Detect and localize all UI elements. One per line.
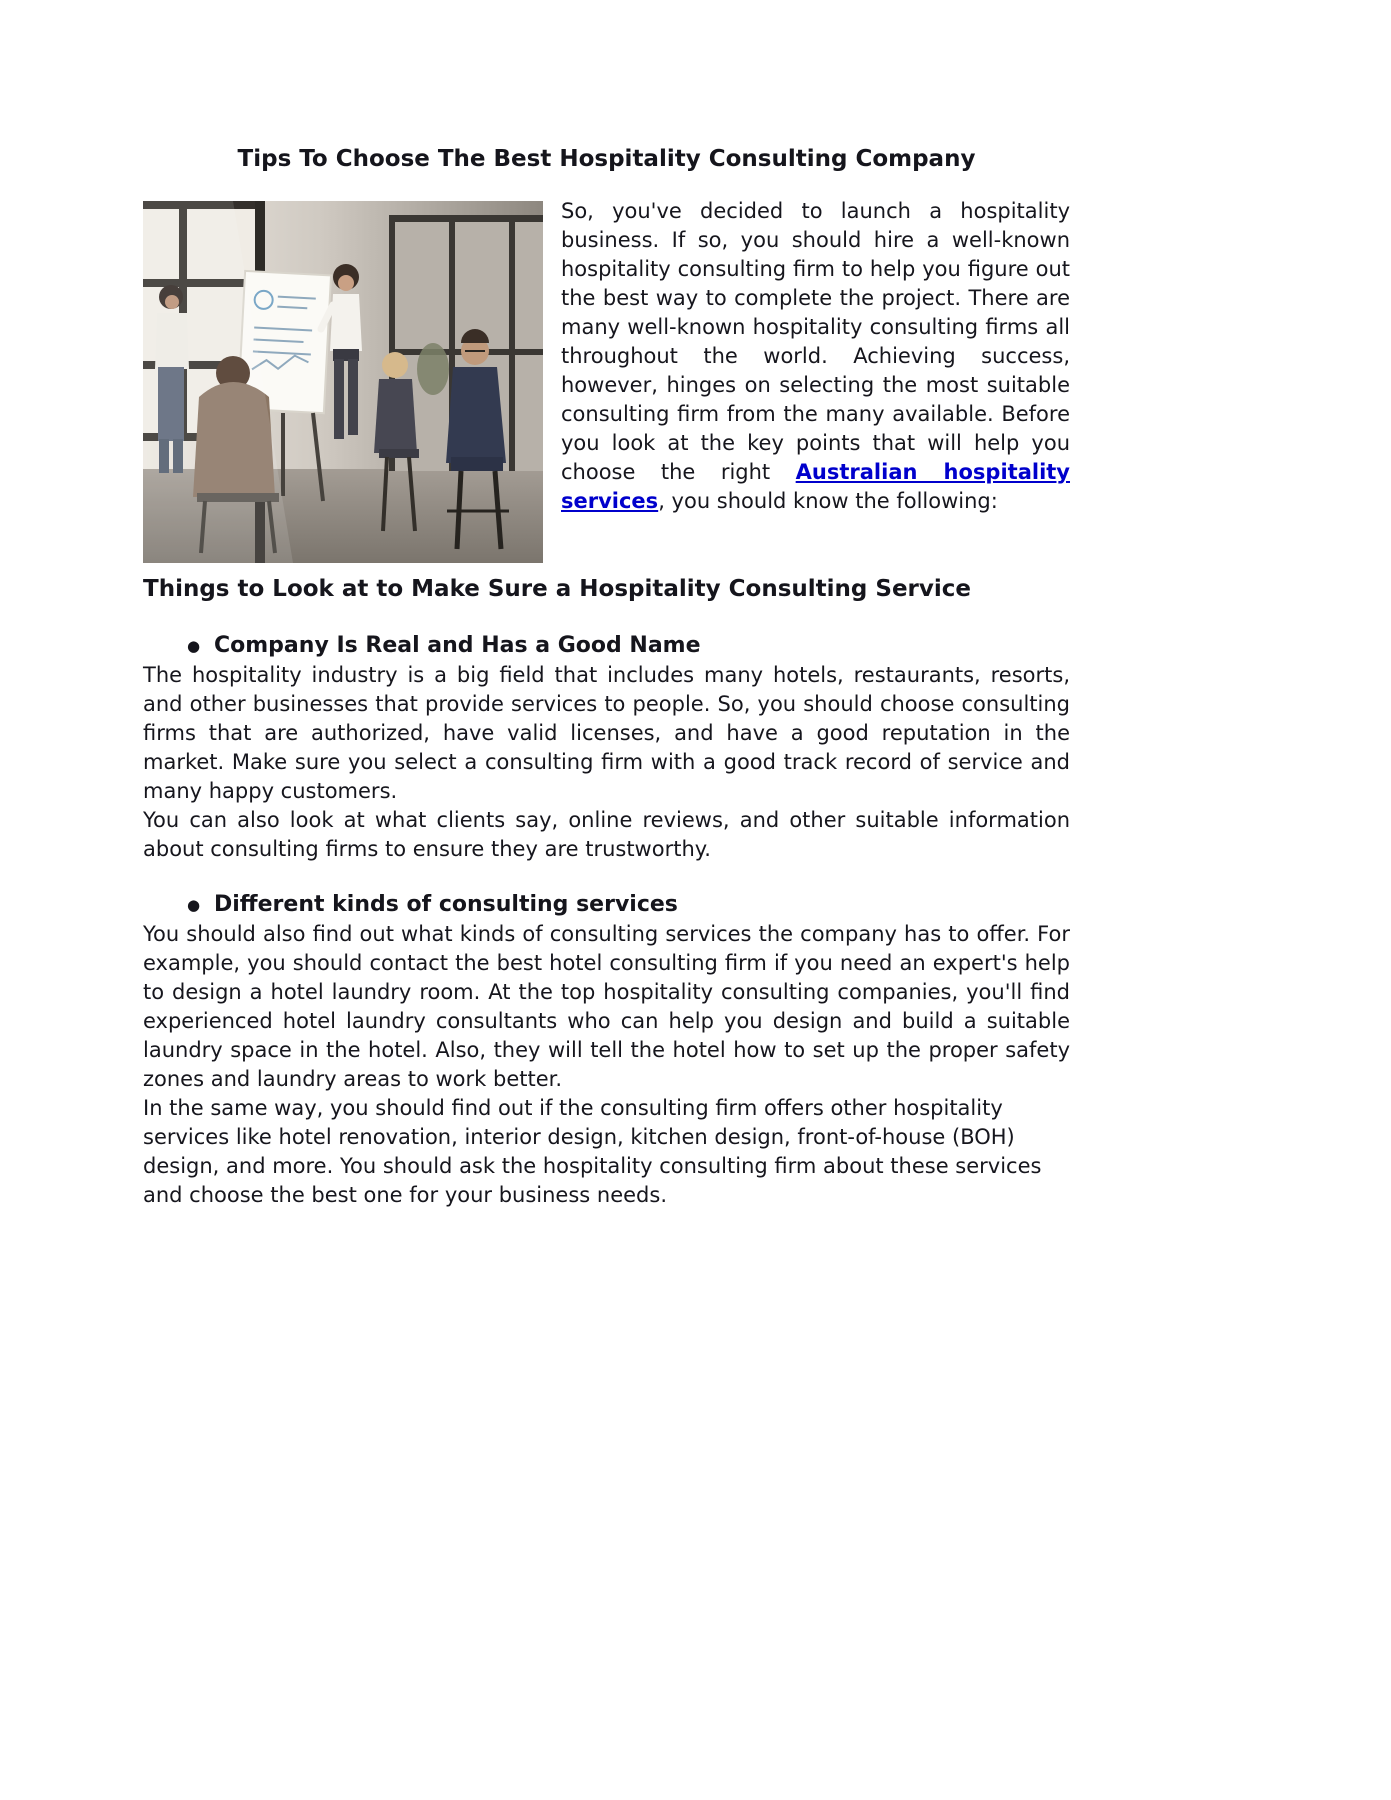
paragraph: You can also look at what clients say, online reviews, and other suitable information about consulting firms to ensure they are trustworthy. — [143, 808, 1070, 861]
section-heading: Things to Look at to Make Sure a Hospitality Consulting Service — [143, 576, 971, 602]
intro-text-after-link: , you should know the following: — [658, 489, 998, 513]
bullet-icon: ● — [187, 896, 201, 914]
bullet-icon: ● — [187, 637, 201, 655]
intro-text-before-link: So, you've decided to launch a hospitality business. If so, you should hire a well-known hospitality consulting firm to help you figure out the best way to complete the project. There are many well-known hospitality consulting firms all throughout the world. Achieving success, however, hinges on selecting the most suitable consulting firm from the many available. Before you look at the key points that will help you choose the right — [561, 199, 1070, 484]
paragraph: The hospitality industry is a big field that includes many hotels, restaurants, resorts, and other businesses that provide services to people. So, you should choose consulting firms that are authorized, have valid licenses, and have a good reputation in the market. Make sure you select a consulting firm with a good track record of service and many happy customers. — [143, 663, 1070, 803]
bullet-item-company-real — [187, 631, 1070, 661]
page-title: Tips To Choose The Best Hospitality Consulting Company — [237, 146, 976, 172]
paragraph: In the same way, you should find out if the consulting firm offers other hospitality services like hotel renovation, interior design, kitchen design, front-of-house (BOH) design, and more. You should ask the hospitality consulting firm about these services and choose the best one for your business needs. — [143, 1096, 1042, 1207]
meeting-photo-illustration — [143, 201, 543, 563]
meeting-photo — [143, 201, 543, 563]
bullet-title: Company Is Real and Has a Good Name — [214, 633, 701, 658]
paragraph: You should also find out what kinds of consulting services the company has to offer. For example, you should contact the best hotel consulting firm if you need an expert's help to design a hotel laundry room. At the top hospitality consulting companies, you'll find experienced hotel laundry consultants who can help you design and build a suitable laundry space in the hotel. Also, they will tell the hotel how to set up the proper safety zones and laundry areas to work better. — [143, 922, 1070, 1091]
bullet-title: Different kinds of consulting services — [214, 892, 678, 917]
bullet-item-consulting-services — [187, 890, 1070, 920]
australian-hospitality-services-link[interactable]: Australian hospitality services — [561, 460, 1070, 513]
